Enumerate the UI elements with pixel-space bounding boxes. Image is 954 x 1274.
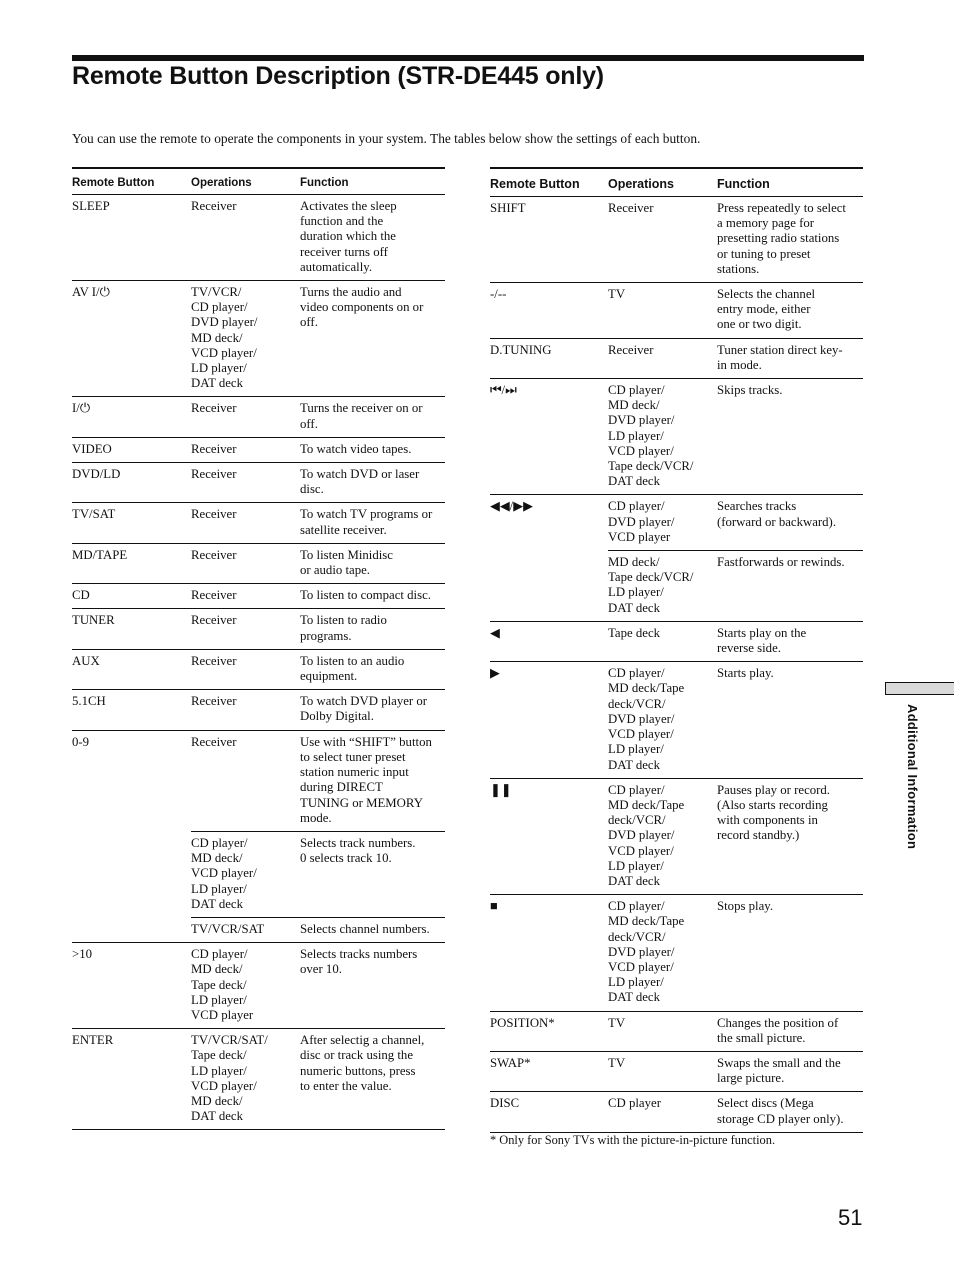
- cell-function: Select discs (Mega storage CD player only).: [717, 1092, 863, 1132]
- header-function: Function: [300, 168, 445, 195]
- cell-remote-button: ❚❚: [490, 778, 608, 894]
- page-title: Remote Button Description (STR-DE445 only): [72, 62, 604, 90]
- cell-operations: TV: [608, 283, 717, 339]
- table-row: [72, 281, 445, 397]
- cell-operations: Receiver: [608, 338, 717, 378]
- cell-operations: CD player/ MD deck/Tape deck/VCR/ DVD player/ VCD player/ LD player/ DAT deck: [608, 895, 717, 1011]
- table-row: [72, 917, 445, 942]
- cell-operations: Receiver: [191, 463, 300, 503]
- cell-operations: Receiver: [191, 397, 300, 437]
- cell-remote-button: >10: [72, 943, 191, 1029]
- cell-operations: Receiver: [191, 690, 300, 730]
- table-row: [72, 195, 445, 281]
- cell-function: Selects channel numbers.: [300, 917, 445, 942]
- cell-operations: Receiver: [191, 649, 300, 689]
- table-row: [72, 690, 445, 730]
- cell-remote-button: 5.1CH: [72, 690, 191, 730]
- table-row: [72, 649, 445, 689]
- header-remote-button: Remote Button: [72, 168, 191, 195]
- cell-remote-button: VIDEO: [72, 437, 191, 462]
- cell-operations: Receiver: [191, 584, 300, 609]
- table-row: [490, 283, 863, 339]
- cell-operations: Receiver: [191, 730, 300, 831]
- table-row: [490, 662, 863, 778]
- header-remote-button: Remote Button: [490, 168, 608, 197]
- cell-remote-button: I/⏻: [72, 397, 191, 437]
- table-row: [490, 551, 863, 622]
- cell-operations: Receiver: [608, 197, 717, 283]
- cell-operations: Receiver: [191, 503, 300, 543]
- cell-function: After selectig a channel, disc or track using the numeric buttons, press to enter the value.: [300, 1029, 445, 1130]
- table-row: [490, 1011, 863, 1051]
- right-table-container: [490, 167, 863, 1133]
- cell-remote-button: SLEEP: [72, 195, 191, 281]
- cell-operations: CD player/ DVD player/ VCD player: [608, 495, 717, 551]
- cell-function: To watch DVD player or Dolby Digital.: [300, 690, 445, 730]
- page-number: 51: [838, 1205, 863, 1230]
- cell-remote-button: ◀◀/▶▶: [490, 499, 533, 514]
- cell-operations: CD player: [608, 1092, 717, 1132]
- cell-operations: CD player/ MD deck/Tape deck/VCR/ DVD player/ VCD player/ LD player/ DAT deck: [608, 778, 717, 894]
- table-row: [72, 730, 445, 831]
- cell-function: Swaps the small and the large picture.: [717, 1051, 863, 1091]
- table-row: [490, 621, 863, 661]
- table-row: [72, 397, 445, 437]
- intro-text: You can use the remote to operate the components in your system. The tables below show the settings of each button.: [72, 131, 701, 146]
- table-row: [490, 379, 863, 495]
- title-rule: [72, 55, 864, 61]
- left-table-body: [72, 195, 445, 1130]
- cell-remote-button: DISC: [490, 1092, 608, 1132]
- cell-function: To listen Minidisc or audio tape.: [300, 543, 445, 583]
- table-row: [72, 831, 445, 917]
- cell-function: Press repeatedly to select a memory page for presetting radio stations or tuning to preset stations.: [717, 197, 863, 283]
- cell-function: To listen to radio programs.: [300, 609, 445, 649]
- left-button-table: [72, 167, 445, 1130]
- cell-remote-button: AV I/⏻: [72, 281, 191, 397]
- cell-function: To watch DVD or laser disc.: [300, 463, 445, 503]
- cell-operations: TV/VCR/SAT/ Tape deck/ LD player/ VCD player/ MD deck/ DAT deck: [191, 1029, 300, 1130]
- cell-remote-button: TUNER: [72, 609, 191, 649]
- cell-function: Selects the channel entry mode, either one or two digit.: [717, 283, 863, 339]
- table-row: [72, 1029, 445, 1130]
- cell-function: Starts play on the reverse side.: [717, 621, 863, 661]
- table-header-row: [72, 168, 445, 195]
- cell-function: Fastforwards or rewinds.: [717, 551, 863, 622]
- cell-remote-button: DVD/LD: [72, 463, 191, 503]
- cell-operations: Tape deck: [608, 621, 717, 661]
- cell-operations: TV/VCR/ CD player/ DVD player/ MD deck/ VCD player/ LD player/ DAT deck: [191, 281, 300, 397]
- cell-remote-button: TV/SAT: [72, 503, 191, 543]
- header-operations: Operations: [608, 168, 717, 197]
- cell-function: To listen to an audio equipment.: [300, 649, 445, 689]
- cell-function: Starts play.: [717, 662, 863, 778]
- table-row: [490, 778, 863, 894]
- cell-remote-button: [72, 917, 191, 942]
- table-row: [72, 437, 445, 462]
- cell-function: Skips tracks.: [717, 379, 863, 495]
- cell-function: Turns the audio and video components on or off.: [300, 281, 445, 397]
- cell-operations: TV: [608, 1011, 717, 1051]
- cell-function: Selects track numbers. 0 selects track 10.: [300, 831, 445, 917]
- cell-operations: CD player/ MD deck/ Tape deck/ LD player/ VCD player: [191, 943, 300, 1029]
- footnote: * Only for Sony TVs with the picture-in-picture function.: [490, 1133, 776, 1147]
- cell-remote-button: ENTER: [72, 1029, 191, 1130]
- left-table-container: [72, 167, 445, 1130]
- table-row: [490, 1092, 863, 1132]
- cell-remote-button: [72, 831, 191, 917]
- cell-remote-button: ◀: [490, 621, 608, 661]
- cell-operations: Receiver: [191, 609, 300, 649]
- cell-remote-button: D.TUNING: [490, 338, 608, 378]
- cell-remote-button: ▶: [490, 662, 608, 778]
- cell-remote-button: POSITION*: [490, 1011, 608, 1051]
- cell-operations: MD deck/ Tape deck/VCR/ LD player/ DAT deck: [608, 551, 717, 622]
- cell-remote-button: 0-9: [72, 734, 90, 749]
- table-row: [72, 609, 445, 649]
- cell-operations: Receiver: [191, 437, 300, 462]
- cell-function: Changes the position of the small picture.: [717, 1011, 863, 1051]
- cell-remote-button: AUX: [72, 649, 191, 689]
- cell-operations: TV: [608, 1051, 717, 1091]
- table-row: [490, 197, 863, 283]
- cell-function: Selects tracks numbers over 10.: [300, 943, 445, 1029]
- section-side-label: Additional Information: [905, 704, 920, 850]
- cell-remote-button: ■: [490, 895, 608, 1011]
- cell-operations: CD player/ MD deck/ VCD player/ LD player/ DAT deck: [191, 831, 300, 917]
- cell-function: Turns the receiver on or off.: [300, 397, 445, 437]
- cell-remote-button: SWAP*: [490, 1051, 608, 1091]
- cell-function: Searches tracks (forward or backward).: [717, 495, 863, 551]
- table-row: [490, 495, 863, 551]
- cell-remote-button: MD/TAPE: [72, 543, 191, 583]
- cell-function: To watch TV programs or satellite receiver.: [300, 503, 445, 543]
- cell-function: To listen to compact disc.: [300, 584, 445, 609]
- cell-remote-button: -/--: [490, 283, 608, 339]
- cell-function: Use with “SHIFT” button to select tuner preset station numeric input during DIRECT TUNING or MEMORY mode.: [300, 730, 445, 831]
- cell-remote-button: [490, 551, 608, 622]
- cell-function: Activates the sleep function and the duration which the receiver turns off automatically.: [300, 195, 445, 281]
- table-row: [72, 503, 445, 543]
- cell-operations: Receiver: [191, 195, 300, 281]
- section-tab-marker: [885, 682, 954, 695]
- table-row: [72, 943, 445, 1029]
- cell-remote-button: SHIFT: [490, 197, 608, 283]
- cell-operations: CD player/ MD deck/ DVD player/ LD player/ VCD player/ Tape deck/VCR/ DAT deck: [608, 379, 717, 495]
- header-function: Function: [717, 168, 863, 197]
- cell-function: Pauses play or record. (Also starts recording with components in record standby.): [717, 778, 863, 894]
- table-row: [490, 895, 863, 1011]
- cell-remote-button: CD: [72, 584, 191, 609]
- table-header-row: [490, 168, 863, 197]
- right-button-table: [490, 167, 863, 1133]
- table-row: [490, 338, 863, 378]
- cell-operations: CD player/ MD deck/Tape deck/VCR/ DVD player/ VCD player/ LD player/ DAT deck: [608, 662, 717, 778]
- table-row: [72, 463, 445, 503]
- table-row: [72, 584, 445, 609]
- cell-function: Tuner station direct key- in mode.: [717, 338, 863, 378]
- cell-operations: Receiver: [191, 543, 300, 583]
- cell-function: Stops play.: [717, 895, 863, 1011]
- cell-operations: TV/VCR/SAT: [191, 917, 300, 942]
- right-table-body: [490, 197, 863, 1133]
- table-row: [72, 543, 445, 583]
- table-row: [490, 1051, 863, 1091]
- cell-remote-button: ⏮/⏭: [490, 379, 608, 495]
- cell-function: To watch video tapes.: [300, 437, 445, 462]
- header-operations: Operations: [191, 168, 300, 195]
